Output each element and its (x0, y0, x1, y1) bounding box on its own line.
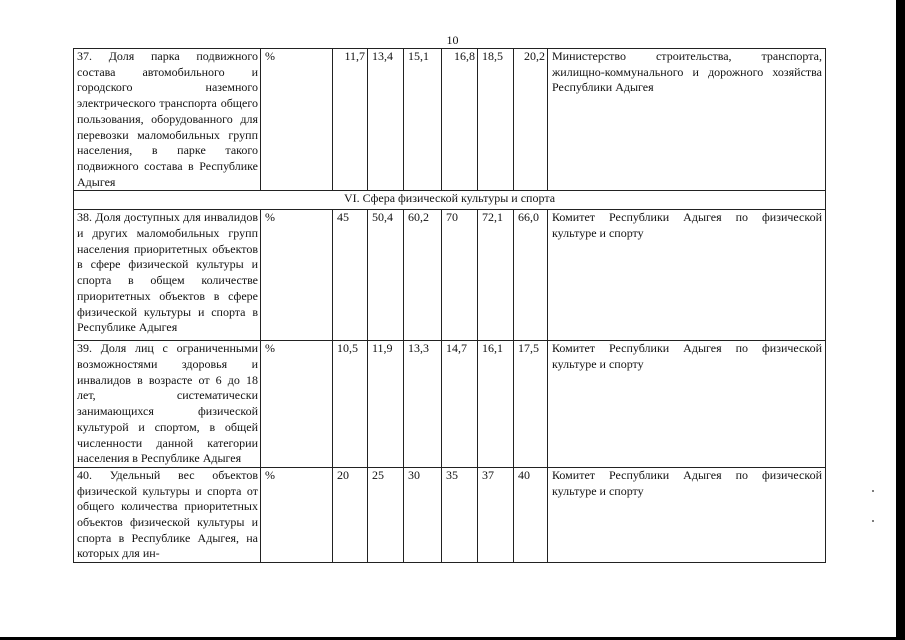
indicator-unit: % (261, 467, 333, 562)
responsible-authority: Комитет Республики Адыгея по физической культуре и спорту (548, 467, 826, 562)
indicator-value: 15,1 (404, 49, 442, 191)
section-row (74, 191, 826, 210)
scan-speck (872, 520, 874, 522)
indicator-name: 37. Доля парка подвижного состава автомобильного и городского наземного электрического транспорта общего пользования, оборудованного для перевозки маломобильных групп населения, в парке такого подвижного состава в Республике Адыгея (74, 49, 261, 191)
indicator-value: 50,4 (368, 210, 404, 341)
indicator-value: 20,2 (514, 49, 548, 191)
indicator-value: 35 (442, 467, 478, 562)
indicator-value: 37 (478, 467, 514, 562)
table-row (74, 341, 826, 468)
indicator-value: 13,4 (368, 49, 404, 191)
section-title: VI. Сфера физической культуры и спорта (74, 191, 826, 210)
indicator-value: 14,7 (442, 341, 478, 468)
page-number: 10 (446, 33, 459, 47)
indicator-value: 60,2 (404, 210, 442, 341)
table-row (74, 210, 826, 341)
indicator-value: 25 (368, 467, 404, 562)
table-row (74, 49, 826, 191)
indicator-value: 10,5 (333, 341, 368, 468)
responsible-authority: Комитет Республики Адыгея по физической культуре и спорту (548, 341, 826, 468)
indicator-value: 16,1 (478, 341, 514, 468)
indicators-table (73, 48, 826, 563)
responsible-authority: Министерство строительства, транспорта, жилищно-коммунального и дорожного хозяйства Республики Адыгея (548, 49, 826, 191)
indicator-value: 40 (514, 467, 548, 562)
indicator-value: 13,3 (404, 341, 442, 468)
indicator-value: 72,1 (478, 210, 514, 341)
responsible-authority: Комитет Республики Адыгея по физической культуре и спорту (548, 210, 826, 341)
scan-edge-right (896, 0, 905, 640)
indicator-value: 30 (404, 467, 442, 562)
indicator-name: 40. Удельный вес объектов физической культуры и спорта от общего количества приоритетных объектов физической культуры и спорта в Республике Адыгея, на которых для ин- (74, 467, 261, 562)
indicator-value: 17,5 (514, 341, 548, 468)
indicator-value: 11,9 (368, 341, 404, 468)
scan-speck (872, 490, 874, 492)
indicator-value: 18,5 (478, 49, 514, 191)
indicator-value: 45 (333, 210, 368, 341)
indicator-name: 38. Доля доступных для инвалидов и других маломобильных групп населения приоритетных объектов в сфере физической культуры и спорта в общем количестве приоритетных объектов в сфере физической культуры и спорта в Республике Адыгея (74, 210, 261, 341)
indicator-value: 20 (333, 467, 368, 562)
indicator-value: 11,7 (333, 49, 368, 191)
indicator-unit: % (261, 49, 333, 191)
indicator-unit: % (261, 341, 333, 468)
indicator-unit: % (261, 210, 333, 341)
table-row (74, 467, 826, 562)
indicator-name: 39. Доля лиц с ограниченными возможностями здоровья и инвалидов в возрасте от 6 до 18 лет, систематически занимающихся физической культурой и спортом, в общей численности данной категории населения в Республике Адыгея (74, 341, 261, 468)
indicator-value: 70 (442, 210, 478, 341)
indicator-value: 16,8 (442, 49, 478, 191)
indicator-value: 66,0 (514, 210, 548, 341)
